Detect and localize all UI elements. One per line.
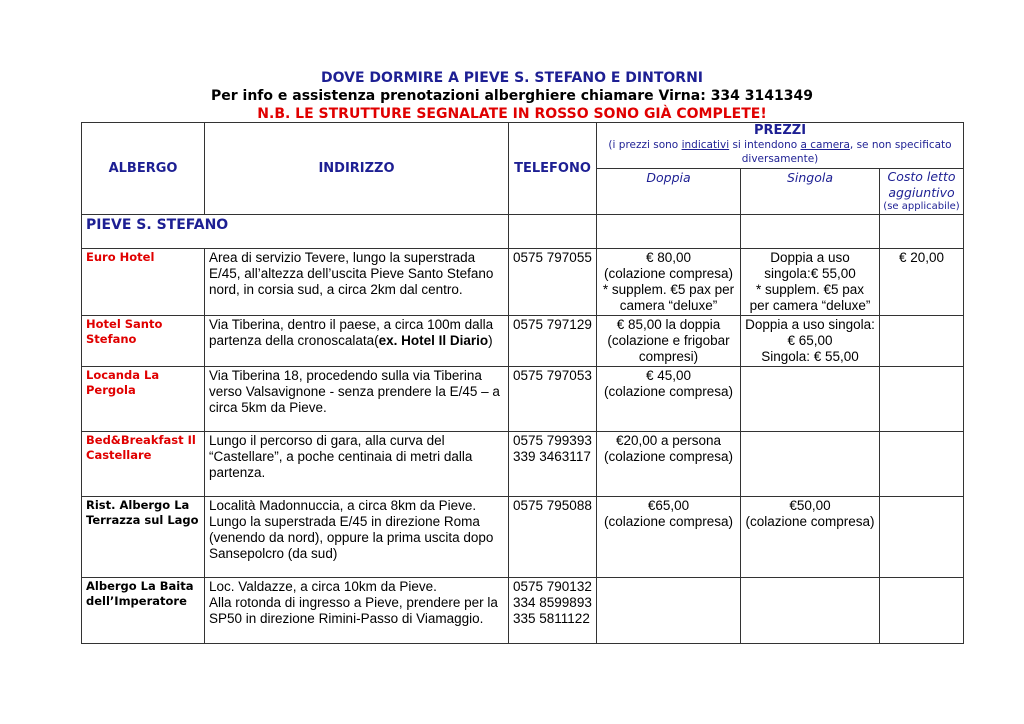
hotel-address: Area di servizio Tevere, lungo la superstrada E/45, all’altezza dell’uscita Pieve Santo Stefano nord, in corsia sud, a circa 2km dal centro. [205, 249, 509, 316]
col-header-prezzi [597, 123, 964, 169]
hotel-name: Bed&Breakfast Il Castellare [82, 432, 205, 497]
col-header-telefono: TELEFONO [509, 123, 597, 215]
price-doppia: €65,00 (colazione compresa) [597, 497, 741, 578]
price-doppia [597, 578, 741, 644]
warning-note: N.B. LE STRUTTURE SEGNALATE IN ROSSO SONO GIÀ COMPLETE! [257, 106, 767, 122]
sub-header-costo: Costo letto aggiuntivo (se applicabile) [880, 169, 964, 215]
table-row [82, 316, 964, 367]
prezzi-title: PREZZI [753, 123, 807, 138]
price-singola [741, 367, 880, 432]
sub-header-singola: Singola [741, 169, 880, 215]
price-doppia: € 45,00 (colazione compresa) [597, 367, 741, 432]
hotel-phone: 0575 797053 [509, 367, 597, 432]
price-extra: € 20,00 [880, 249, 964, 316]
price-extra [880, 316, 964, 367]
hotel-name: Hotel Santo Stefano [82, 316, 205, 367]
table-row [82, 497, 964, 578]
info-line: Per info e assistenza prenotazioni alberghiere chiamare Virna: 334 3141349 [211, 88, 813, 104]
price-extra [880, 497, 964, 578]
hotel-address: Località Madonnuccia, a circa 8km da Pieve. Lungo la superstrada E/45 in direzione Roma (venendo da nord), oppure la prima uscita dopo Sansepolcro (da sud) [205, 497, 509, 578]
price-extra [880, 578, 964, 644]
hotel-name: Locanda La Pergola [82, 367, 205, 432]
col-header-albergo: ALBERGO [82, 123, 205, 215]
hotel-name: Euro Hotel [82, 249, 205, 316]
price-extra [880, 432, 964, 497]
price-singola [741, 578, 880, 644]
price-singola: Doppia a uso singola: € 65,00 Singola: € 55,00 [741, 316, 880, 367]
hotel-phone: 0575 797055 [509, 249, 597, 316]
price-doppia: € 80,00 (colazione compresa) * supplem. €5 pax per camera “deluxe” [597, 249, 741, 316]
hotel-name: Albergo La Baita dell’Imperatore [82, 578, 205, 644]
hotel-phone: 0575 790132 334 8599893 335 5811122 [509, 578, 597, 644]
price-singola: €50,00 (colazione compresa) [741, 497, 880, 578]
price-singola: Doppia a uso singola:€ 55,00 * supplem. €5 pax per camera “deluxe” [741, 249, 880, 316]
hotel-phone: 0575 797129 [509, 316, 597, 367]
price-extra [880, 367, 964, 432]
section-pieve: PIEVE S. STEFANO [82, 215, 509, 249]
sub-header-doppia: Doppia [597, 169, 741, 215]
price-doppia: € 85,00 la doppia (colazione e frigobar compresi) [597, 316, 741, 367]
price-doppia: €20,00 a persona (colazione compresa) [597, 432, 741, 497]
price-singola [741, 432, 880, 497]
page-title: DOVE DORMIRE A PIEVE S. STEFANO E DINTORNI [321, 70, 703, 86]
col-header-indirizzo: INDIRIZZO [205, 123, 509, 215]
table-row [82, 578, 964, 644]
hotel-name: Rist. Albergo La Terrazza sul Lago [82, 497, 205, 578]
hotel-address: Via Tiberina, dentro il paese, a circa 100m dalla partenza della cronoscalata(ex. Hotel Il Diario) [205, 316, 509, 367]
table-row [82, 249, 964, 316]
hotel-phone: 0575 799393 339 3463117 [509, 432, 597, 497]
hotel-address: Via Tiberina 18, procedendo sulla via Tiberina verso Valsavignone - senza prendere la E/45 – a circa 5km da Pieve. [205, 367, 509, 432]
hotel-address: Loc. Valdazze, a circa 10km da Pieve. Alla rotonda di ingresso a Pieve, prendere per la SP50 in direzione Rimini-Passo di Viamaggio. [205, 578, 509, 644]
hotel-table [81, 122, 964, 644]
table-row [82, 432, 964, 497]
prezzi-note: (i prezzi sono indicativi si intendono a camera, se non specificato diversamente) [608, 139, 952, 165]
hotel-phone: 0575 795088 [509, 497, 597, 578]
table-row [82, 367, 964, 432]
hotel-address: Lungo il percorso di gara, alla curva del “Castellare”, a poche centinaia di metri dalla partenza. [205, 432, 509, 497]
